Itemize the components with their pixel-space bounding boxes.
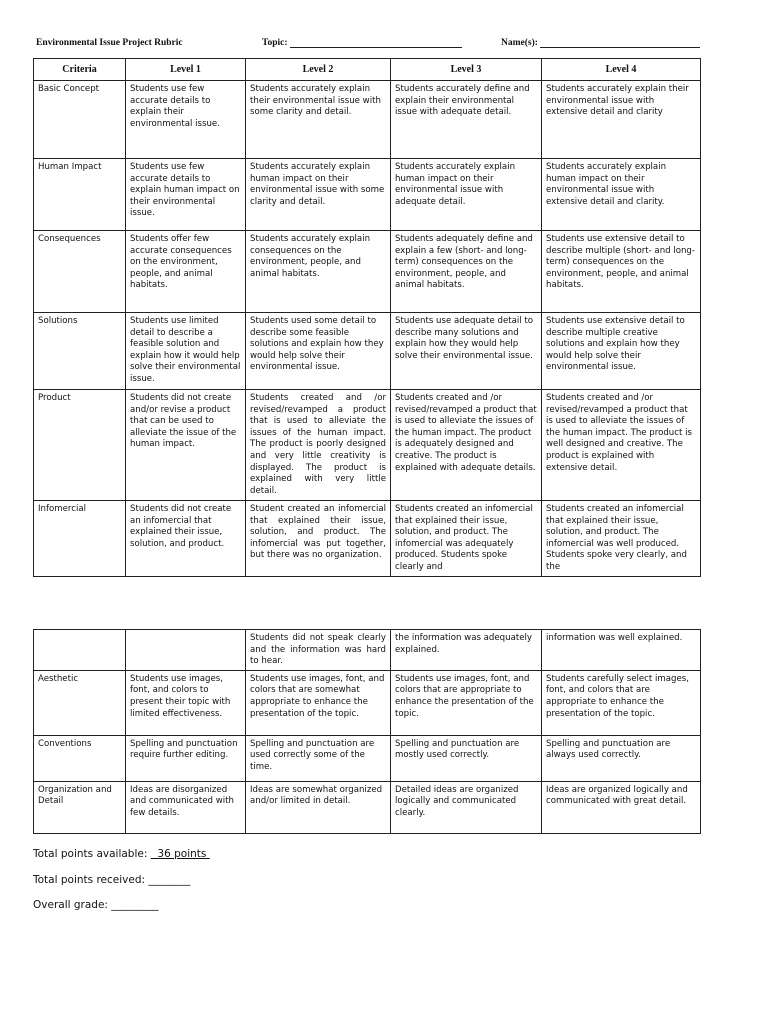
table-row [34,390,701,501]
total-received-label: Total points received: [33,874,146,886]
topic-field [262,38,288,48]
level-cell: Ideas are disorganized and communicated with few details. [126,781,246,833]
level-cell: Students created an infomercial that explained their issue, solution, and product. The infomercial was adequately produced. Students spoke clearly and [391,501,542,577]
level-cell: Students used some detail to describe some feasible solutions and explain how they would help solve their environmental issue. [246,313,391,390]
column-header-level-1: Level 1 [126,59,246,81]
document-title: Environmental Issue Project Rubric [36,38,183,48]
column-header-level-2: Level 2 [246,59,391,81]
table-row [34,670,701,735]
level-cell: Students use extensive detail to describe multiple (short- and long-term) consequences on the environment, people, and animal habitats. [542,231,701,313]
topic-label: Topic: [262,38,288,48]
table-row [34,501,701,577]
total-available-value: 36 points [157,848,207,860]
level-cell: Students use images, font, and colors to present their topic with limited effectiveness. [126,670,246,735]
column-header-criteria: Criteria [34,59,126,81]
level-cell [126,630,246,671]
level-cell: Detailed ideas are organized logically and communicated clearly. [391,781,542,833]
level-cell: Students created and /or revised/revamped a product that is used to alleviate the issues of the human impact. The product is well designed and creative. The product is explained with extensive detail. [542,390,701,501]
level-cell: Students use extensive detail to describe multiple creative solutions and explain how they would help solve their environmental issue. [542,313,701,390]
rubric-table-page2 [33,629,701,834]
level-cell: Students use adequate detail to describe many solutions and explain how they would help solve their environmental issue. [391,313,542,390]
total-received-line [33,874,190,886]
level-cell: Students accurately explain human impact on their environmental issue with some clarity and detail. [246,159,391,231]
table-row [34,231,701,313]
level-cell: Students use limited detail to describe a feasible solution and explain how it would help solve their environmental issue. [126,313,246,390]
level-cell: Spelling and punctuation require further editing. [126,735,246,781]
level-cell: the information was adequately explained. [391,630,542,671]
overall-grade-label: Overall grade: [33,899,108,911]
column-header-level-3: Level 3 [391,59,542,81]
level-cell: Students created and /or revised/revamped a product that is used to alleviate the issues of the human impact. The product is adequately designed and creative. The product is explained with adequate details. [391,390,542,501]
level-cell: Spelling and punctuation are mostly used correctly. [391,735,542,781]
criterion-solutions: Solutions [34,313,126,390]
level-cell: Students carefully select images, font, and colors that are appropriate to enhance the presentation of the topic. [542,670,701,735]
level-cell: Students use few accurate details to explain their environmental issue. [126,81,246,159]
level-cell: Students did not create an infomercial that explained their issue, solution, and product. [126,501,246,577]
criterion-conventions: Conventions [34,735,126,781]
names-field [501,38,538,48]
criterion-aesthetic: Aesthetic [34,670,126,735]
criterion-consequences: Consequences [34,231,126,313]
level-cell: Students offer few accurate consequences on the environment, people, and animal habitats. [126,231,246,313]
level-cell: Ideas are somewhat organized and/or limited in detail. [246,781,391,833]
names-blank [540,38,700,48]
table-row [34,630,701,671]
header-row [34,59,701,81]
table-row [34,313,701,390]
level-cell: Spelling and punctuation are always used correctly. [542,735,701,781]
topic-blank [290,38,462,48]
level-cell: Students use few accurate details to explain human impact on their environmental issue. [126,159,246,231]
level-cell: Students accurately explain human impact on their environmental issue with extensive detail and clarity. [542,159,701,231]
level-cell: Students created an infomercial that explained their issue, solution, and product. The infomercial was well produced. Students spoke very clearly, and the [542,501,701,577]
rubric-header [34,38,744,52]
level-cell: Students accurately explain human impact on their environmental issue with adequate detail. [391,159,542,231]
criterion-infomercial: Infomercial [34,501,126,577]
level-cell: information was well explained. [542,630,701,671]
total-received-blank: ________ [148,874,191,886]
overall-grade-blank: _________ [111,899,159,911]
column-header-level-4: Level 4 [542,59,701,81]
criterion-basic-concept: Basic Concept [34,81,126,159]
level-cell: Spelling and punctuation are used correctly some of the time. [246,735,391,781]
rubric-table-page1 [33,58,701,577]
level-cell: Students use images, font, and colors that are appropriate to enhance the presentation of the topic. [391,670,542,735]
table-row [34,735,701,781]
criterion-continued [34,630,126,671]
total-available-line [33,848,210,860]
level-cell: Students accurately explain their environmental issue with some clarity and detail. [246,81,391,159]
criterion-organization-and-detail: Organization and Detail [34,781,126,833]
criterion-product: Product [34,390,126,501]
level-cell: Student created an infomercial that explained their issue, solution, and product. The infomercial was put together, but there was no organization. [246,501,391,577]
criterion-human-impact: Human Impact [34,159,126,231]
level-cell: Students created and /or revised/revamped a product that is used to alleviate the issues of the human impact. The product is poorly designed and very little creativity is displayed. The product is explained with very little detail. [246,390,391,501]
level-cell: Students did not speak clearly and the information was hard to hear. [246,630,391,671]
level-cell: Students use images, font, and colors that are somewhat appropriate to enhance the presentation of the topic. [246,670,391,735]
level-cell: Students accurately explain their environmental issue with extensive detail and clarity [542,81,701,159]
level-cell: Students accurately define and explain their environmental issue with adequate detail. [391,81,542,159]
table-row [34,81,701,159]
level-cell: Students accurately explain consequences on the environment, people, and animal habitats. [246,231,391,313]
level-cell: Ideas are organized logically and communicated with great detail. [542,781,701,833]
names-label: Name(s): [501,38,538,48]
table-row [34,781,701,833]
table-row [34,159,701,231]
level-cell: Students did not create and/or revise a product that can be used to alleviate the issue of the human impact. [126,390,246,501]
level-cell: Students adequately define and explain a few (short- and long-term) consequences on the environment, people, and animal habitats. [391,231,542,313]
overall-grade-line [33,899,159,911]
total-available-label: Total points available: [33,848,148,860]
